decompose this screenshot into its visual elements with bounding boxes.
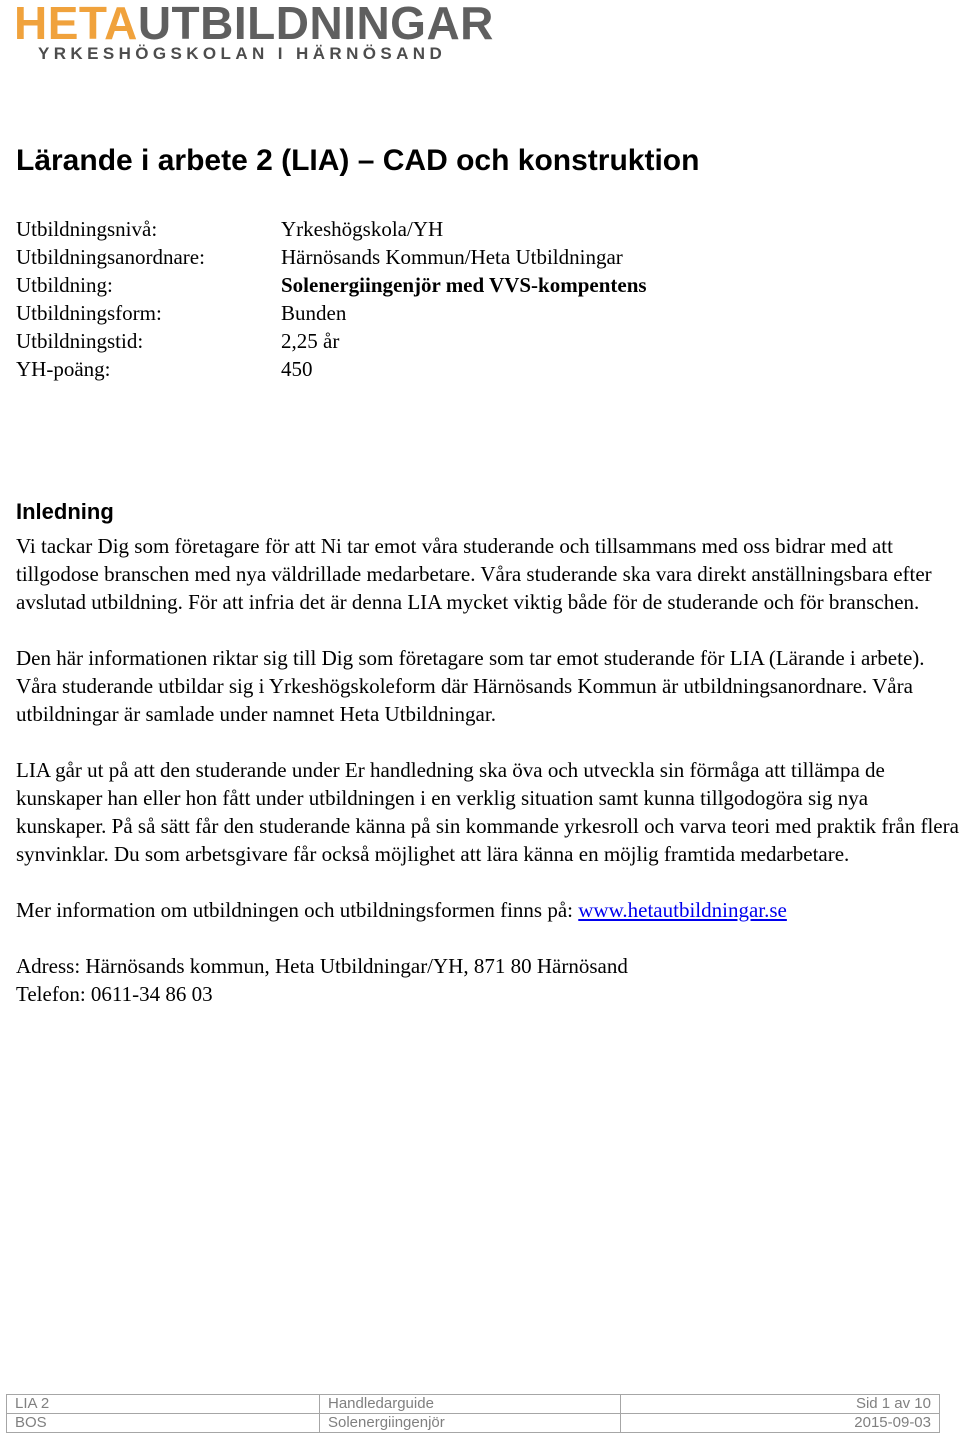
info-label: Utbildningsanordnare: bbox=[16, 245, 205, 269]
paragraph-intro: Vi tackar Dig som företagare för att Ni tar emot våra studerande och tillsammans med oss bidrar med att tillgodose branschen med nya väldrillade medarbetare. Våra studerande ska vara direkt anställningsbara efter avslutad utbildning. För att infria det är denna LIA mycket viktig både för de studerande och för branschen. bbox=[16, 534, 932, 614]
info-row-program bbox=[16, 271, 647, 299]
page-title: Lärande i arbete 2 (LIA) – CAD och konstruktion bbox=[16, 144, 700, 177]
address: Adress: Härnösands kommun, Heta Utbildningar/YH, 871 80 Härnösand bbox=[16, 954, 628, 978]
info-value: 450 bbox=[281, 357, 313, 381]
info-row-level bbox=[16, 215, 647, 243]
footer-table bbox=[6, 1394, 940, 1433]
info-label: Utbildningsform: bbox=[16, 301, 162, 325]
info-label: Utbildningsnivå: bbox=[16, 217, 158, 241]
info-row-form bbox=[16, 299, 647, 327]
footer-row bbox=[7, 1395, 940, 1414]
info-value: Solenergiingenjör med VVS-kompentens bbox=[281, 273, 647, 297]
logo-utbildningar-text: UTBILDNINGAR bbox=[137, 0, 494, 49]
footer-doc-type: Handledarguide bbox=[320, 1395, 621, 1414]
footer-author: BOS bbox=[7, 1414, 320, 1433]
footer-program: Solenergiingenjör bbox=[320, 1414, 621, 1433]
info-label: YH-poäng: bbox=[16, 357, 111, 381]
heta-logo bbox=[14, 0, 494, 70]
info-row-points bbox=[16, 355, 647, 383]
footer-page-number: Sid 1 av 10 bbox=[621, 1395, 940, 1414]
info-label: Utbildning: bbox=[16, 273, 113, 297]
info-value: Bunden bbox=[281, 301, 347, 325]
paragraph-lia: LIA går ut på att den studerande under Er handledning ska öva och utveckla sin förmåga att tillämpa de kunskaper han eller hon fått under utbildningen i en verklig situation samt kunna tillgodogöra sig nya kunskaper. På så sätt får den studerande känna på sin kommande yrkesroll och varva teori med praktik från flera synvinklar. Du som arbetsgivare får också möjlighet att lära känna en möjlig framtida medarbetare. bbox=[16, 758, 959, 866]
website-link[interactable]: www.hetautbildningar.se bbox=[578, 898, 787, 922]
footer-course-code: LIA 2 bbox=[7, 1395, 320, 1414]
logo-heta-text: HETA bbox=[14, 0, 138, 49]
info-value: 2,25 år bbox=[281, 329, 340, 353]
more-info bbox=[16, 896, 960, 924]
info-label: Utbildningstid: bbox=[16, 329, 144, 353]
logo-subtitle: YRKESHÖGSKOLAN I HÄRNÖSAND bbox=[38, 44, 447, 63]
more-info-text: Mer information om utbildningen och utbildningsformen finns på: bbox=[16, 898, 579, 922]
paragraph-info: Den här informationen riktar sig till Dig som företagare som tar emot studerande för LIA (Lärande i arbete). Våra studerande utbildar sig i Yrkeshögskoleform där Härnösands Kommun är utbildningsanordnare. Våra utbildningar är samlade under namnet Heta Utbildningar. bbox=[16, 646, 925, 726]
info-row-organizer bbox=[16, 243, 647, 271]
section-heading: Inledning bbox=[16, 499, 114, 524]
phone: Telefon: 0611-34 86 03 bbox=[16, 982, 213, 1006]
info-row-duration bbox=[16, 327, 647, 355]
info-value: Yrkeshögskola/YH bbox=[281, 217, 444, 241]
footer-row bbox=[7, 1414, 940, 1433]
info-value: Härnösands Kommun/Heta Utbildningar bbox=[281, 245, 623, 269]
footer-date: 2015-09-03 bbox=[621, 1414, 940, 1433]
body-text bbox=[16, 532, 960, 1008]
course-info-list bbox=[16, 215, 647, 383]
logo-wordmark bbox=[14, 0, 494, 49]
